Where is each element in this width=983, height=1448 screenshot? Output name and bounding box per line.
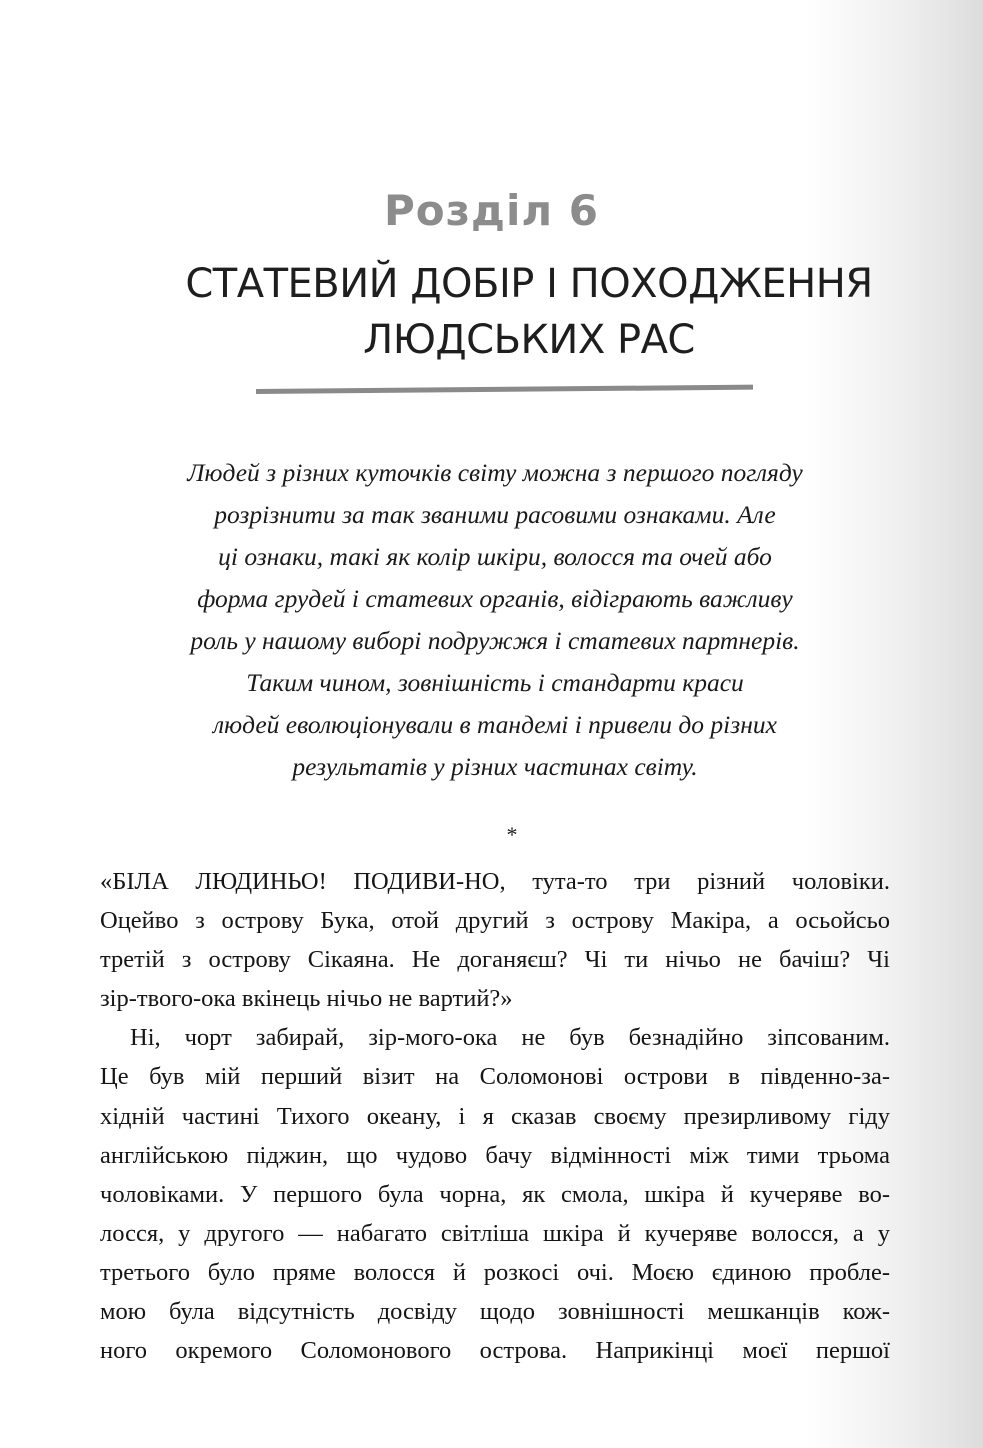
body-line: мою була відсутність досвіду щодо зовнішності мешканців кож- [100,1298,890,1326]
chapter-title-line: ЛЮДСЬКИХ РАС [363,317,695,363]
chapter-title [60,256,983,368]
body-line: лосся, у другого — набагато світліша шкіра й кучеряве волосся, а у [100,1219,890,1247]
epigraph-line: форма грудей і статевих органів, відіграють важливу [197,584,793,613]
body-line: чоловіками. У першого була чорна, як смола, шкіра й кучеряве во- [100,1180,890,1208]
epigraph-line: ці ознаки, такі як колір шкіри, волосся та очей або [218,542,772,571]
epigraph-line: Таким чином, зовнішність і стандарти краси [246,668,744,697]
body-line: англійською піджин, що чудово бачу відмінності між тими трьома [100,1141,890,1169]
chapter-number: Розділ 6 [384,186,599,235]
epigraph-line: Людей з різних куточків світу можна з першого погляду [187,458,803,487]
chapter-epigraph [90,452,900,788]
section-separator: * [506,822,518,847]
body-line: хідній частині Тихого океану, і я сказав своєму презирливому гіду [100,1102,890,1130]
body-line: ного окремого Соломонового острова. Наприкінці моєї першої [100,1337,890,1365]
body-line: третій з острову Сікаяна. Не доганяєш? Чі ти нічьо не бачіш? Чі [100,946,890,974]
body-line: Оцейво з острову Бука, отой другий з острову Макіра, а осьойсьо [100,907,890,935]
chapter-title-line: СТАТЕВИЙ ДОБІР І ПОХОДЖЕННЯ [185,261,873,307]
epigraph-line: людей еволюціонували в тандемі і привели до різних [213,710,777,739]
body-line: Ні, чорт забирай, зір-мого-ока не був безнадійно зіпсованим. [130,1024,890,1052]
body-text [100,862,890,1370]
body-line: зір-твого-ока вкінець нічьо не вартий?» [100,985,513,1013]
title-divider [256,385,753,394]
body-line: третього було пряме волосся й розкосі очі. Моєю єдиною пробле- [100,1258,890,1286]
body-line: «БІЛА ЛЮДИНЬО! ПОДИВИ-НО, тута-то три різний чоловіки. [100,868,890,895]
epigraph-line: розрізнити за так званими расовими ознаками. Але [214,500,776,529]
body-line: Це був мій перший візит на Соломонові острови в південно-за- [100,1063,890,1091]
epigraph-line: роль у нашому виборі подружжя і статевих партнерів. [190,626,800,655]
epigraph-line: результатів у різних частинах світу. [292,752,698,781]
